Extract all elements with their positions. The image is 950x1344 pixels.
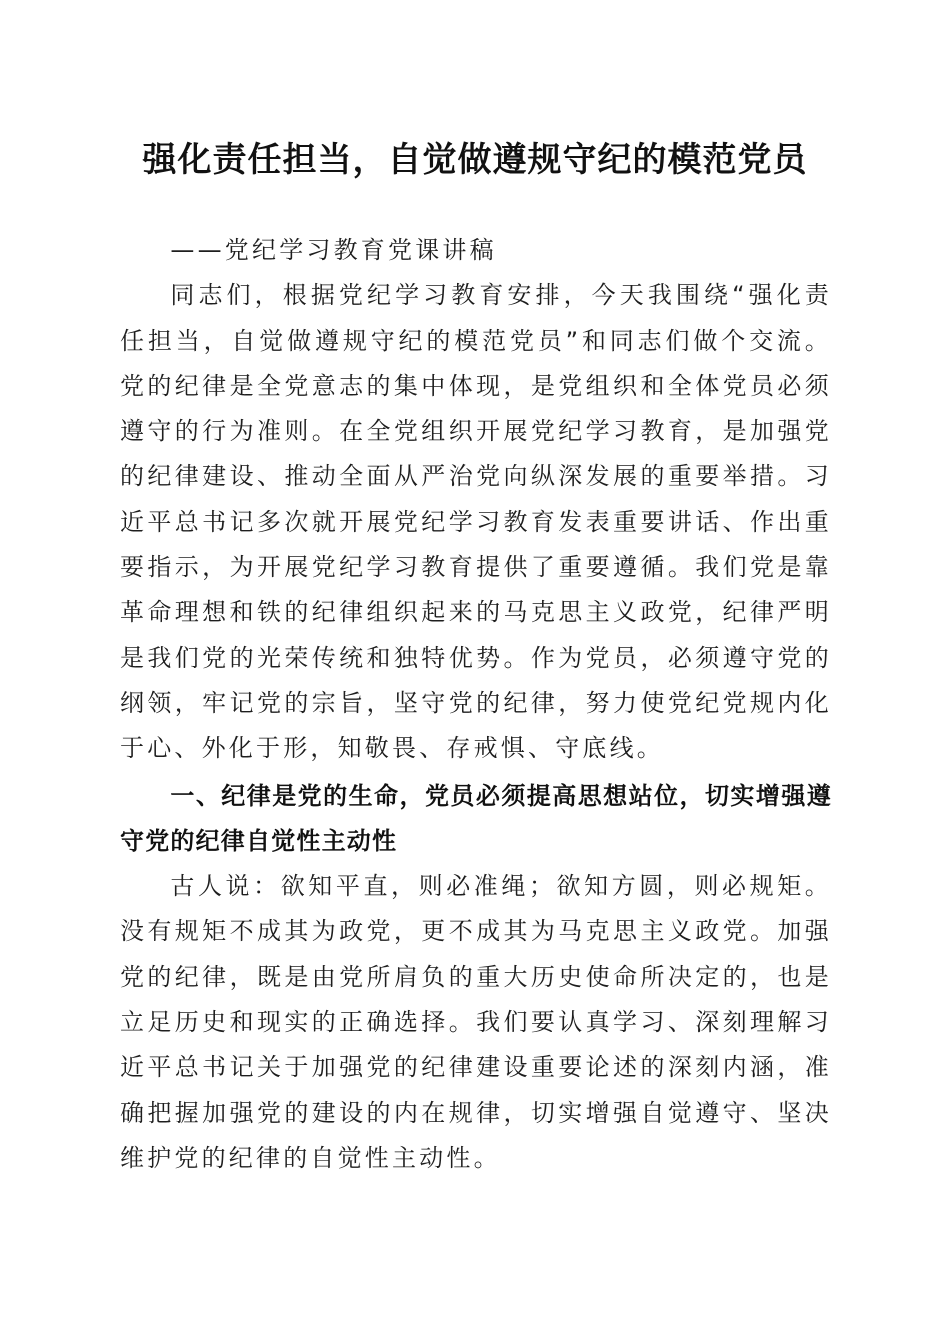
document-subtitle: ——党纪学习教育党课讲稿 — [170, 236, 497, 264]
document-title: 强化责任担当，自觉做遵规守纪的模范党员 — [142, 140, 808, 180]
document-body — [120, 228, 832, 1181]
intro-paragraph: 同志们，根据党纪学习教育安排，今天我围绕“强化责任担当，自觉做遵规守纪的模范党员”和同志们做个交流。党的纪律是全党意志的集中体现，是党组织和全体党员必须遵守的行为准则。在全党组织开展党纪学习教育，是加强党的纪律建设、推动全面从严治党向纵深发展的重要举措。习近平总书记多次就开展党纪学习教育发表重要讲话、作出重要指示，为开展党纪学习教育提供了重要遵循。我们党是靠革命理想和铁的纪律组织起来的马克思主义政党，纪律严明是我们党的光荣传统和独特优势。作为党员，必须遵守党的纲领，牢记党的宗旨，坚守党的纪律，努力使党纪党规内化于心、外化于形，知敬畏、存戒惧、守底线。 — [120, 281, 832, 763]
section-heading: 一、纪律是党的生命，党员必须提高思想站位，切实增强遵守党的纪律自觉性主动性 — [120, 781, 832, 855]
section-paragraph: 古人说：欲知平直，则必准绳；欲知方圆，则必规矩。没有规矩不成其为政党，更不成其为马克思主义政党。加强党的纪律，既是由党所肩负的重大历史使命所决定的，也是立足历史和现实的正确选择。我们要认真学习、深刻理解习近平总书记关于加强党的纪律建设重要论述的深刻内涵，准确把握加强党的建设的内在规律，切实增强自觉遵守、坚决维护党的纪律的自觉性主动性。 — [120, 872, 832, 1172]
